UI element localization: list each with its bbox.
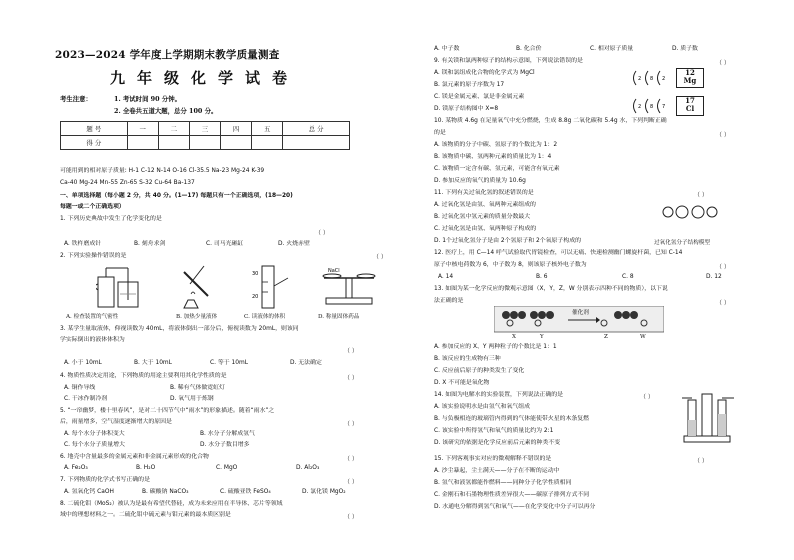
cl-symbol: Cl [685, 104, 695, 113]
score-input-cell[interactable] [221, 136, 252, 150]
mg-atomic-number: 12 [685, 68, 695, 77]
question-7: 7. 下列物质的化学式书写正确的是 [60, 477, 150, 483]
question-11: 11. 下列有关过氧化氢的叙述错误的是 [434, 190, 534, 196]
q12-option-a: A. 14 [438, 274, 454, 280]
score-table-score-row [61, 136, 350, 150]
q2-option-a: A. 检查装置的气密性 [66, 314, 119, 320]
cl-atomic-number: 17 [685, 96, 695, 105]
question-10-cont: 的是 [434, 130, 446, 136]
question-1: 1. 下列历史典故中发生了化学变化的是 [60, 216, 162, 222]
answer-blank-7[interactable]: （ ） [344, 479, 358, 486]
q10-option-a: A. 该物质的分子中碳、氢原子的个数比为 1：2 [434, 142, 558, 148]
q8-option-a: A. 中子数 [434, 46, 460, 52]
answer-blank-8[interactable]: （ ） [344, 514, 358, 521]
q2-option-c: C. 读液体的体积 [244, 314, 286, 320]
q11-option-b: B. 过氧化氢中氢元素的质量分数最大 [434, 214, 531, 220]
question-3-cont: 学实际倒出的液体体积为 [60, 337, 125, 343]
score-cell: 一 [127, 122, 158, 136]
q13-option-c: C. 反应前后原子的种类发生了变化 [434, 368, 525, 374]
svg-text:2: 2 [638, 104, 642, 110]
exam-title: 2023—2024 学年度上学期期末教学质量测查 [55, 49, 280, 61]
q11-option-c: C. 过氧化氢是由氢、氧两种原子构成的 [434, 226, 537, 232]
q6-option-d: D. Al₂O₃ [296, 465, 320, 471]
answer-blank-9[interactable]: （ ） [716, 60, 730, 67]
q6-option-c: C. MgO [216, 465, 238, 471]
answer-blank-1[interactable]: （ ） [315, 230, 329, 237]
q14-option-d: D. 该研究的依据是化学反应前后元素的种类不变 [434, 440, 561, 446]
q6-option-a: A. Fe₂O₃ [64, 465, 88, 471]
q15-option-c: C. 金刚石和石墨物理性质差异很大——碳原子排列方式不同 [434, 492, 590, 498]
answer-blank-6[interactable]: （ ） [344, 456, 358, 463]
answer-blank-12[interactable]: （ ） [716, 264, 730, 271]
notice-label: 考生注意： [60, 95, 92, 103]
question-15: 15. 下列客观事实对应的微观解释不错误的是 [434, 456, 552, 462]
label-y: Y [540, 334, 544, 340]
section-1-heading: 一、单项选择题（每小题 2 分，共 40 分。(1—17) 每题只有一个正确选项，(18—20) [60, 193, 293, 199]
label-x: X [512, 334, 516, 340]
question-10: 10. 某物质 4.6g 在足量氧气中充分燃烧，生成 8.8g 二氧化碳和 5.4g 水，下列判断正确 [434, 118, 667, 124]
q13-option-a: A. 参加反应的 X、Y 两种粒子的个数比是 1：1 [434, 344, 557, 350]
svg-text:7: 7 [662, 104, 666, 110]
q3-option-c: C. 等于 10mL [210, 360, 249, 366]
q5-option-b: B. 水分子分解成氢气 [200, 431, 255, 437]
score-cell: 三 [189, 122, 220, 136]
catalyst-label: 催化剂 [572, 310, 589, 316]
q9-option-a: A. 镁和氯组成化合物的化学式为 MgCl [434, 70, 535, 76]
question-6: 6. 地壳中含量最多的金属元素和非金属元素形成的化合物 [60, 454, 209, 460]
question-3: 3. 某学生量取液体，仰视读数为 40mL，将液体倒出一部分后，俯视读数为 20mL，则该同 [60, 326, 299, 332]
q4-option-b: B. 稀有气体做霓虹灯 [170, 385, 225, 391]
svg-text:30: 30 [252, 271, 259, 277]
electrolysis-apparatus-figure [678, 392, 738, 452]
question-13-cont: 法正确的是 [434, 298, 464, 304]
h2o2-molecule-model [660, 204, 720, 220]
q7-option-b: B. 碳酸钠 NaCO₃ [142, 489, 189, 495]
answer-blank-2[interactable]: （ ） [373, 254, 387, 261]
score-cell: 得 分 [61, 136, 128, 150]
q3-option-d: D. 无法确定 [290, 360, 322, 366]
answer-blank-3[interactable]: （ ） [344, 348, 358, 355]
q1-option-b: B. 刻舟求剑 [134, 241, 166, 247]
answer-blank-14[interactable]: （ ） [640, 394, 654, 401]
notice-line2: 2. 全卷共五道大题，总分 100 分。 [114, 107, 218, 115]
question-14: 14. 如图为电解水的实验装置，下列说法正确的是 [434, 392, 564, 398]
svg-text:NaCl: NaCl [328, 268, 340, 274]
q2-option-b: B. 加热少量液体 [176, 314, 218, 320]
cl-electron-shells [626, 96, 676, 116]
q1-option-a: A. 铁杵磨成针 [64, 241, 102, 247]
q9-option-d: D. 镁原子结构图中 X=8 [434, 106, 499, 112]
question-9: 9. 有关镁和氯两种原子的结构示意图，下列说法错误的是 [434, 58, 583, 64]
q14-option-a: A. 该实验说明水是由氢气和氧气组成 [434, 404, 531, 410]
answer-blank-11[interactable]: （ ） [694, 192, 708, 199]
q8-option-c: C. 相对原子质量 [590, 46, 634, 52]
answer-blank-4[interactable]: （ ） [344, 375, 358, 382]
mg-electron-shells [626, 68, 676, 88]
q14-option-b: B. 与负极相连的玻璃管内得到的气体能使带火星的木条复燃 [434, 416, 590, 422]
score-table [60, 121, 350, 150]
q9-option-c: C. 镁是金属元素、氯是非金属元素 [434, 94, 525, 100]
atomic-masses-2: Ca-40 Mg-24 Mn-55 Zn-65 S-32 Cu-64 Ba-137 [60, 180, 195, 186]
answer-blank-15[interactable]: （ ） [694, 458, 708, 465]
mg-symbol: Mg [683, 76, 697, 85]
answer-blank-5[interactable]: （ ） [344, 421, 358, 428]
score-input-cell[interactable] [189, 136, 220, 150]
label-z: Z [604, 334, 608, 340]
q7-option-a: A. 氢氧化钙 CaOH [64, 489, 114, 495]
question-13: 13. 如图为某一化学反应的微观示意图（X，Y，Z，W 分别表示四种不同的物质），以下说 [434, 286, 668, 292]
balance-figure [320, 262, 378, 308]
atomic-masses: 可能用到的相对原子质量: H-1 C-12 N-14 O-16 Cl-35.5 Na-23 Mg-24 K-39 [60, 168, 265, 174]
q13-option-d: D. X 不可能是氧化物 [434, 380, 490, 386]
question-12: 12. 医疗上，用 C—14 呼气试验取代胃镜检查，可以无痛、快速检测幽门螺旋杆菌，已知 C-14 [434, 250, 683, 256]
cl-atom-nucleus [676, 96, 704, 116]
svg-text:20: 20 [252, 294, 259, 300]
q3-option-b: B. 大于 10mL [134, 360, 172, 366]
q1-option-c: C. 司马光砸缸 [206, 241, 244, 247]
question-8-cont: 域中的理想材料之一。二硫化钼中硫元素与钼元素的最本质区别是 [60, 512, 231, 518]
score-input-cell[interactable] [283, 136, 350, 150]
q14-option-c: C. 该实验中所得氢气和氧气的质量比约为 2:1 [434, 428, 554, 434]
q9-option-b: B. 氯元素的原子序数为 17 [434, 82, 505, 88]
q15-option-d: D. 水通电分解得到氢气和氧气——在化学变化中分子可以再分 [434, 504, 596, 510]
q12-option-c: C. 8 [622, 274, 634, 280]
q4-option-c: C. 干冰作制冷剂 [64, 396, 108, 402]
question-12-cont: 原子中核电荷数为 6，中子数为 8，则该原子核外电子数为 [434, 262, 587, 268]
question-4: 4. 物质性质决定用途，下列物质的用途主要利用其化学性质的是 [60, 373, 227, 379]
score-table-header-row [61, 122, 350, 136]
q7-option-d: D. 氯化镁 MgO₂ [302, 489, 346, 495]
q1-option-d: D. 火烧赤壁 [278, 241, 310, 247]
score-input-cell[interactable] [252, 136, 283, 150]
score-cell: 题 号 [61, 122, 128, 136]
heating-liquid-figure [176, 262, 218, 312]
q12-option-d: D. 12 [706, 274, 722, 280]
score-cell: 总 分 [283, 122, 350, 136]
q11-option-a: A. 过氧化氢是由氢、氧两种元素组成的 [434, 202, 536, 208]
q12-option-b: B. 6 [536, 274, 548, 280]
question-5-cont: 后，雨量增多，空气湿度逐渐增大的原因是 [60, 419, 172, 425]
svg-text:2: 2 [638, 76, 642, 82]
q5-option-c: C. 每个水分子质量增大 [64, 442, 125, 448]
q3-option-a: A. 小于 10mL [64, 360, 102, 366]
score-cell: 五 [252, 122, 283, 136]
svg-text:2: 2 [662, 76, 666, 82]
q4-option-a: A. 铜作导线 [64, 385, 96, 391]
question-5: 5. “一帘幽梦，楼十里春风”，是对二十四节气中“雨水”的形象描述。随着“雨水”之 [60, 408, 275, 414]
q11-option-d: D. 1个过氧化氢分子是由 2个氢原子和 2个氧原子构成的 [434, 238, 581, 244]
q10-option-d: D. 参加反应的氧气的质量为 10.6g [434, 178, 526, 184]
notice-line1: 1. 考试时间 90 分钟。 [114, 95, 181, 103]
section-1-heading-2: 每题一或二个正确选项） [60, 204, 125, 210]
q10-option-c: C. 该物质一定含有碳、氢元素，可能含有氧元素 [434, 166, 560, 172]
q2-option-d: D. 称量固体药品 [318, 314, 360, 320]
score-cell: 二 [158, 122, 189, 136]
mg-atom-nucleus [676, 68, 704, 88]
question-2: 2. 下列实验操作错误的是 [60, 253, 127, 259]
airtightness-check-figure [96, 262, 146, 312]
q7-option-c: C. 硫酸亚铁 FeSO₄ [220, 489, 271, 495]
q5-option-d: D. 水分子数目增多 [200, 442, 250, 448]
svg-text:8: 8 [650, 76, 654, 82]
question-8: 8. 二硫化钼（MoS₂）被认为是最有希望代替硅，成为未来应用在半导体、芯片等领域 [60, 501, 283, 507]
q6-option-b: B. H₂O [136, 465, 156, 471]
q8-option-b: B. 化合价 [516, 46, 542, 52]
score-input-cell[interactable] [158, 136, 189, 150]
read-volume-figure [252, 262, 292, 312]
q15-option-a: A. 沙尘暴起，尘土满天——分子在不断的运动中 [434, 468, 560, 474]
answer-blank-13[interactable]: （ ） [716, 300, 730, 307]
svg-text:8: 8 [650, 104, 654, 110]
h2o2-model-caption: 过氧化氢分子结构模型 [654, 240, 710, 246]
answer-blank-10[interactable]: （ ） [716, 132, 730, 139]
exam-subtitle: 九年级化学试卷 [110, 69, 300, 87]
q10-option-b: B. 该物质中碳、氢两种元素的质量比为 1：4 [434, 154, 552, 160]
score-cell: 四 [221, 122, 252, 136]
q8-option-d: D. 质子数 [672, 46, 698, 52]
score-input-cell[interactable] [127, 136, 158, 150]
q13-option-b: B. 该反应的生成物有三种 [434, 356, 501, 362]
q15-option-b: B. 氢气和液氢都能作燃料——同种分子化学性质相同 [434, 480, 572, 486]
q5-option-a: A. 每个水分子体积变大 [64, 431, 125, 437]
q4-option-d: D. 氧气用于炼钢 [170, 396, 214, 402]
label-w: W [640, 334, 646, 340]
